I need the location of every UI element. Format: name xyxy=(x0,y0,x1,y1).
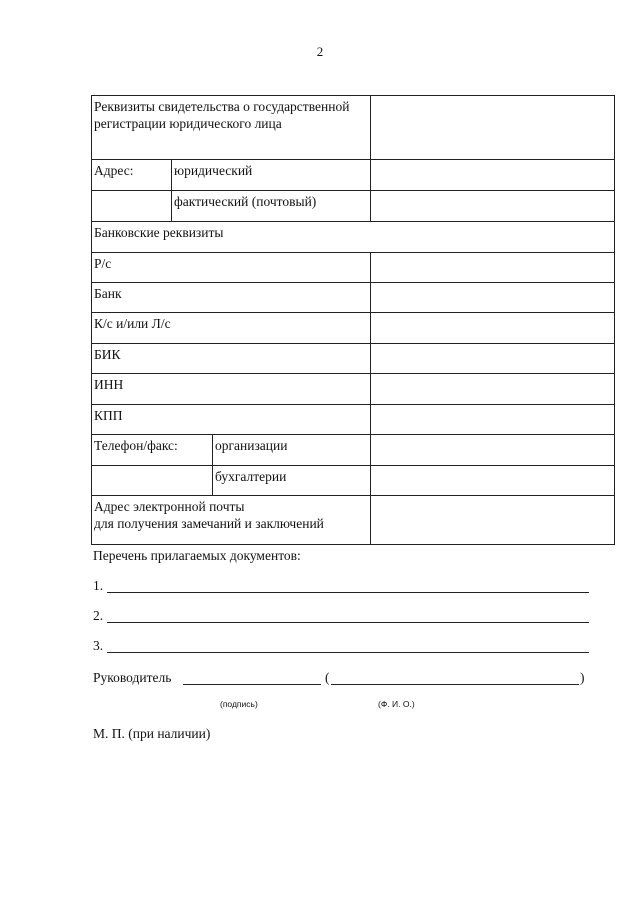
account-value xyxy=(371,253,615,283)
bik-label: БИК xyxy=(92,344,371,374)
phone-accounting-value xyxy=(371,466,615,496)
phone-empty-cell xyxy=(92,466,213,496)
name-close-paren: ) xyxy=(580,670,585,685)
inn-value xyxy=(371,374,615,405)
email-label-line1: Адрес электронной почты xyxy=(94,499,245,514)
bank-details-label: Банковские реквизиты xyxy=(92,222,615,253)
bik-value xyxy=(371,344,615,374)
document-item-1: 1. xyxy=(93,578,104,593)
page-number: 2 xyxy=(316,44,324,59)
document-item-3: 3. xyxy=(93,638,104,653)
head-label: Руководитель xyxy=(93,670,172,685)
signature-line xyxy=(183,684,321,685)
name-caption: (Ф. И. О.) xyxy=(378,699,415,709)
address-legal-label: юридический xyxy=(172,160,371,191)
kpp-label: КПП xyxy=(92,405,371,435)
document-item-3-line xyxy=(107,652,589,653)
phone-label: Телефон/факс: xyxy=(92,435,213,466)
email-label-line2: для получения замечаний и заключений xyxy=(94,516,324,531)
signature-caption: (подпись) xyxy=(220,699,258,709)
name-open-paren: ( xyxy=(325,670,330,685)
stamp-note: М. П. (при наличии) xyxy=(93,726,211,741)
registration-cert-label: Реквизиты свидетельства о государственной регистрации юридического лица xyxy=(92,96,371,160)
document-item-2: 2. xyxy=(93,608,104,623)
corr-account-value xyxy=(371,313,615,344)
address-label: Адрес: xyxy=(92,160,172,191)
address-actual-label: фактический (почтовый) xyxy=(172,191,371,222)
phone-org-value xyxy=(371,435,615,466)
document-item-2-line xyxy=(107,622,589,623)
address-legal-value xyxy=(371,160,615,191)
corr-account-label: К/с и/или Л/с xyxy=(92,313,371,344)
name-line xyxy=(331,684,579,685)
documents-heading: Перечень прилагаемых документов: xyxy=(93,548,301,563)
address-empty-cell xyxy=(92,191,172,222)
email-label xyxy=(92,496,371,545)
requisites-table xyxy=(91,95,615,545)
document-item-1-line xyxy=(107,592,589,593)
registration-cert-value xyxy=(371,96,615,160)
phone-accounting-label: бухгалтерии xyxy=(213,466,371,496)
bank-value xyxy=(371,283,615,313)
kpp-value xyxy=(371,405,615,435)
account-label: Р/с xyxy=(92,253,371,283)
phone-org-label: организации xyxy=(213,435,371,466)
inn-label: ИНН xyxy=(92,374,371,405)
email-value xyxy=(371,496,615,545)
address-actual-value xyxy=(371,191,615,222)
bank-label: Банк xyxy=(92,283,371,313)
